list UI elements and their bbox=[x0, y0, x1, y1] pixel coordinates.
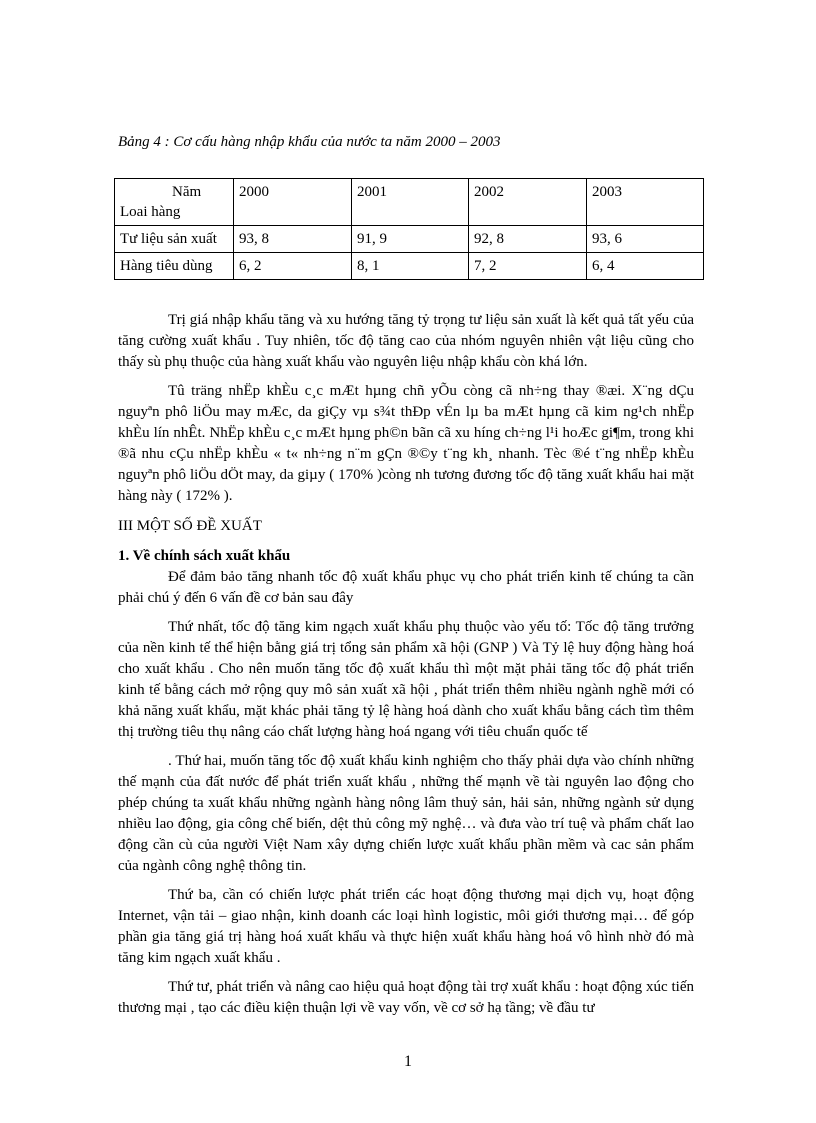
table-cell: 6, 4 bbox=[587, 253, 704, 280]
page-number: 1 bbox=[404, 1053, 412, 1070]
table-cell: 92, 8 bbox=[469, 226, 587, 253]
paragraph: . Thứ hai, muốn tăng tốc độ xuất khẩu kinh nghiệm cho thấy phải dựa vào chính những thế mạnh của đất nước để phát triển xuất khẩu , những thế mạnh về tài nguyên lao động cho phép chúng ta xuất khẩu những ngành hàng nông lâm thuỷ sản, hải sản, những ngành sử dụng nhiều lao động, gia công chế biến, dệt thủ công mỹ nghệ… và đưa vào trí tuệ và phẩm chất lao động cần cù của người Việt Nam xây dựng chiến lược xuất khẩu phần mềm và cac sản phẩm của ngành công nghệ thông tin. bbox=[118, 753, 694, 874]
table-cell: 91, 9 bbox=[352, 226, 469, 253]
import-structure-table bbox=[114, 178, 704, 280]
table-cell: 93, 6 bbox=[587, 226, 704, 253]
paragraph: Thứ tư, phát triển và nâng cao hiệu quả hoạt động tài trợ xuất khẩu : hoạt động xúc tiến thương mại , tạo các điều kiện thuận lợi về vay vốn, về cơ sở hạ tầng; về đầu tư bbox=[118, 979, 694, 1016]
table-row bbox=[115, 226, 704, 253]
corner-year-label: Năm bbox=[172, 184, 202, 200]
table-cell: 7, 2 bbox=[469, 253, 587, 280]
table-row bbox=[115, 253, 704, 280]
table-corner-cell bbox=[115, 179, 234, 226]
table-caption: Bảng 4 : Cơ cấu hàng nhập khẩu của nước ta năm 2000 – 2003 bbox=[118, 134, 501, 150]
row-label: Tư liệu sản xuất bbox=[115, 226, 234, 253]
year-header: 2001 bbox=[352, 179, 469, 226]
table-header-row bbox=[115, 179, 704, 226]
document-body bbox=[118, 310, 694, 1019]
paragraph: Để đảm bảo tăng nhanh tốc độ xuất khẩu phục vụ cho phát triển kinh tế chúng ta cần phải chú ý đến 6 vấn đề cơ bản sau đây bbox=[118, 569, 694, 606]
paragraph: Thứ nhất, tốc độ tăng kim ngạch xuất khẩu phụ thuộc vào yếu tố: Tốc độ tăng trưởng của nền kinh tế thể hiện bằng giá trị tổng sản phẩm xã hội (GNP ) Và Tỷ lệ huy động hàng hoá cho xuất khẩu . Cho nên muốn tăng tốc độ xuất khẩu thì một mặt phải tăng tốc độ phát triển kinh tế bằng cách mở rộng quy mô sản xuất xã hội , phát triển thêm nhiều ngành nghề mới có khả năng xuất khẩu, mặt khác phải tăng tỷ lệ hàng hoá dành cho xuất khẩu bằng cách tìm thêm thị trường tiêu thụ nâng cáo chất lượng hàng hoá ngang với tiêu chuẩn quốc tế bbox=[118, 619, 694, 740]
subsection-heading: 1. Về chính sách xuất khẩu bbox=[118, 548, 291, 564]
row-label: Hàng tiêu dùng bbox=[115, 253, 234, 280]
paragraph: Thứ ba, cần có chiến lược phát triển các hoạt động thương mại dịch vụ, hoạt động Internet, vận tải – giao nhận, kinh doanh các loại hình logistic, môi giới thương mại… để góp phần gia tăng giá trị hàng hoá xuất khẩu và thực hiện xuất khẩu hàng hoá vô hình nhờ đó mà tăng kim ngạch xuất khẩu . bbox=[118, 887, 694, 966]
table-cell: 6, 2 bbox=[234, 253, 352, 280]
table-cell: 93, 8 bbox=[234, 226, 352, 253]
paragraph: Trị giá nhập khẩu tăng và xu hướng tăng tỷ trọng tư liệu sản xuất là kết quả tất yếu của tăng cường xuất khẩu . Tuy nhiên, tốc độ tăng cao của nhóm nguyên nhiên vật liệu cũng cho thấy sù phụ thuộc của hàng xuất khẩu vào nguyên liệu nhập khẩu còn khá lớn. bbox=[118, 312, 694, 370]
section-heading: III MỘT SỐ ĐỀ XUẤT bbox=[118, 518, 262, 534]
paragraph: Tû träng nhËp khÈu c¸c mÆt hµng chñ yÕu còng cã nh÷ng thay ®æi. X¨ng dÇu nguyªn phô liÖu may mÆc, da giÇy vµ s¾t thÐp vÉn lµ ba mÆt hµng cã kim ng¹ch nhËp khÈu lín nhÊt. NhËp khÈu c¸c mÆt hµng ph©n bãn cã xu híng ch÷ng l¹i hoÆc gi¶m, trong khi ®ã nhu cÇu nhËp khÈu « t« nh÷ng n¨m gÇn ®©y t¨ng kh¸ nhanh. Tèc ®é t¨ng nhËp khÈu nguyªn phô liÖu dÖt may, da giµy ( 170% )còng nh tương đương tốc độ tăng xuất khẩu hai mặt hàng này ( 172% ). bbox=[118, 383, 694, 504]
year-header: 2003 bbox=[587, 179, 704, 226]
year-header: 2000 bbox=[234, 179, 352, 226]
table-cell: 8, 1 bbox=[352, 253, 469, 280]
year-header: 2002 bbox=[469, 179, 587, 226]
corner-category-label: Loai hàng bbox=[120, 204, 181, 220]
